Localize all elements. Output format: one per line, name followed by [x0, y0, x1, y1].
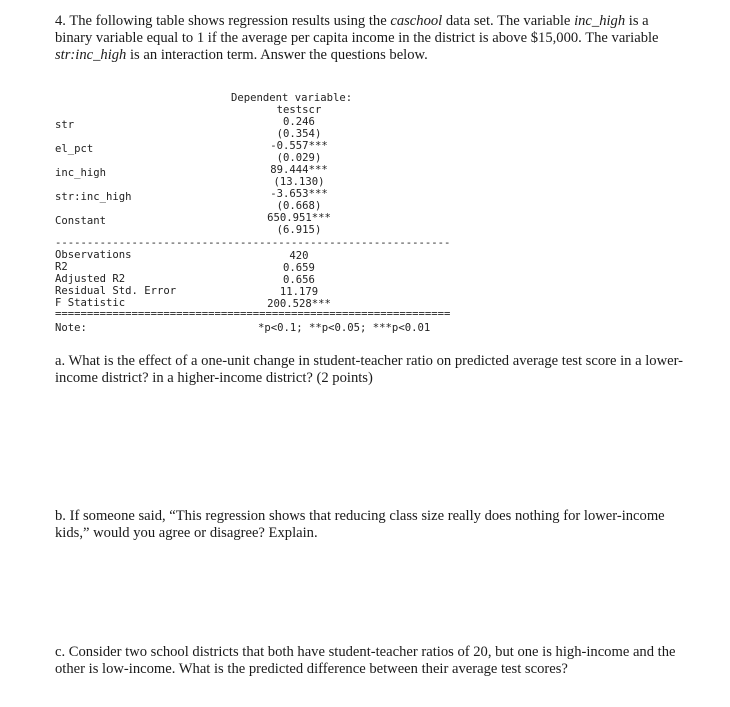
dataset-name: caschool — [390, 13, 443, 29]
stat-value-adjusted-r2: 0.656 — [283, 274, 315, 286]
se-el-pct: (0.029) — [276, 152, 322, 164]
row-label-el-pct: el_pct — [55, 143, 94, 155]
row-label-str: str — [55, 119, 75, 131]
row-label-str-inc-high: str:inc_high — [55, 191, 132, 203]
question-intro — [55, 13, 695, 64]
coef-el-pct: -0.557*** — [270, 140, 328, 152]
se-str-inc-high: (0.668) — [276, 200, 322, 212]
stat-value-residual-std-error: 11.179 — [279, 286, 319, 298]
se-inc-high: (13.130) — [273, 176, 325, 188]
se-constant: (6.915) — [276, 224, 322, 236]
stat-label-r2: R2 — [55, 261, 68, 273]
row-label-inc-high: inc_high — [55, 167, 107, 179]
regression-table — [55, 92, 451, 342]
dependent-variable: testscr — [276, 104, 322, 116]
coef-str-inc-high: -3.653*** — [270, 188, 328, 200]
intro-line-1: 4. The following table shows regression results using the caschool data set. The variable inc_high is a — [55, 13, 649, 29]
coef-inc-high: 89.444*** — [270, 164, 328, 176]
note-label: Note: — [55, 322, 87, 334]
dashed-divider: -------------------------------------------------------------- — [55, 237, 451, 249]
variable-name: inc_high — [574, 13, 626, 29]
stat-value-observations: 420 — [289, 250, 309, 262]
stat-label-adjusted-r2: Adjusted R2 — [55, 273, 126, 285]
stat-label-f-statistic: F Statistic — [55, 297, 126, 309]
question-a: a. What is the effect of a one-unit change in student-teacher ratio on predicted average test score in a lower-income district? in a higher-income district? (2 points) — [55, 353, 684, 386]
row-label-constant: Constant — [55, 215, 107, 227]
question-c: c. Consider two school districts that both have student-teacher ratios of 20, but one is high-income and the other is low-income. What is the predicted difference between their average test scores? — [55, 644, 676, 677]
stat-label-observations: Observations — [55, 249, 132, 261]
double-divider: ============================================================== — [55, 308, 451, 320]
stat-value-f-statistic: 200.528*** — [267, 298, 331, 310]
significance-note: *p<0.1; **p<0.05; ***p<0.01 — [258, 322, 431, 334]
stat-value-r2: 0.659 — [283, 262, 315, 274]
intro-line-2: binary variable equal to 1 if the average per capita income in the district is above $15,000. The variable — [55, 30, 659, 46]
stat-label-residual-std-error: Residual Std. Error — [55, 285, 177, 297]
interaction-term-name: str:inc_high — [55, 47, 127, 63]
coef-str: 0.246 — [283, 116, 315, 128]
question-b: b. If someone said, “This regression shows that reducing class size really does nothing for lower-income kids,” would you agree or disagree? Explain. — [55, 508, 665, 541]
intro-line-3: str:inc_high is an interaction term. Answer the questions below. — [55, 47, 428, 63]
table-header: Dependent variable: — [231, 92, 353, 104]
se-str: (0.354) — [276, 128, 322, 140]
coef-constant: 650.951*** — [267, 212, 331, 224]
